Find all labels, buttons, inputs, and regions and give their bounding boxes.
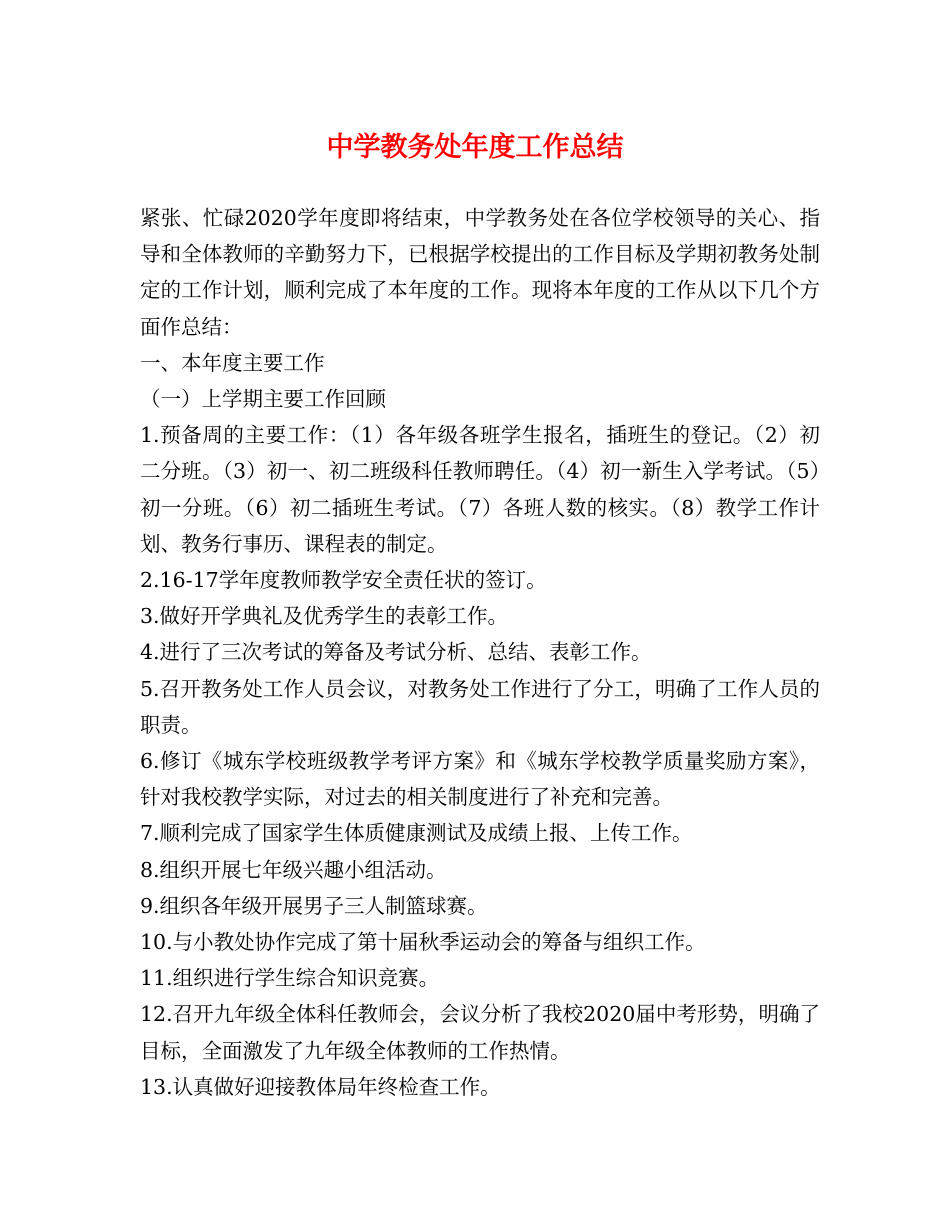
list-item: 13.认真做好迎接教体局年终检查工作。 [140, 1074, 501, 1099]
list-item: 6.修订《城东学校班级教学考评方案》和《城东学校教学质量奖励方案》，针对我校教学实际，对过去的相关制度进行了补充和完善。 [140, 749, 820, 810]
document-title: 中学教务处年度工作总结 [326, 132, 624, 163]
list-item: 9.组织各年级开展男子三人制篮球赛。 [140, 893, 488, 918]
list-item: 5.召开教务处工作人员会议，对教务处工作进行了分工，明确了工作人员的职责。 [140, 676, 820, 737]
subsection-heading: （一）上学期主要工作回顾 [140, 387, 386, 412]
list-item: 11.组织进行学生综合知识竞赛。 [140, 966, 440, 991]
list-item: 1.预备周的主要工作：（1）各年级各班学生报名，插班生的登记。（2）初二分班。（3）初一、初二班级科任教师聘任。（4）初一新生入学考试。（5）初一分班。（6）初二插班生考试。（7）各班人数的核实。（8）教学工作计划、教务行事历、课程表的制定。 [140, 423, 820, 556]
list-item: 2.16-17学年度教师教学安全责任状的签订。 [140, 568, 547, 593]
list-item: 12.召开九年级全体科任教师会，会议分析了我校2020届中考形势，明确了目标，全面激发了九年级全体教师的工作热情。 [140, 1002, 820, 1063]
list-item: 3.做好开学典礼及优秀学生的表彰工作。 [140, 604, 509, 629]
list-item: 7.顺利完成了国家学生体质健康测试及成绩上报、上传工作。 [140, 821, 693, 846]
section-heading: 一、本年度主要工作 [140, 350, 325, 375]
list-item: 4.进行了三次考试的筹备及考试分析、总结、表彰工作。 [140, 640, 652, 665]
list-item: 10.与小教处协作完成了第十届秋季运动会的筹备与组织工作。 [140, 930, 706, 955]
intro-paragraph: 紧张、忙碌2020学年度即将结束，中学教务处在各位学校领导的关心、指导和全体教师的辛勤努力下，已根据学校提出的工作目标及学期初教务处制定的工作计划，顺利完成了本年度的工作。现将本年度的工作从以下几个方面作总结： [140, 206, 820, 339]
document-body [140, 200, 820, 1105]
list-item: 8.组织开展七年级兴趣小组活动。 [140, 857, 447, 882]
